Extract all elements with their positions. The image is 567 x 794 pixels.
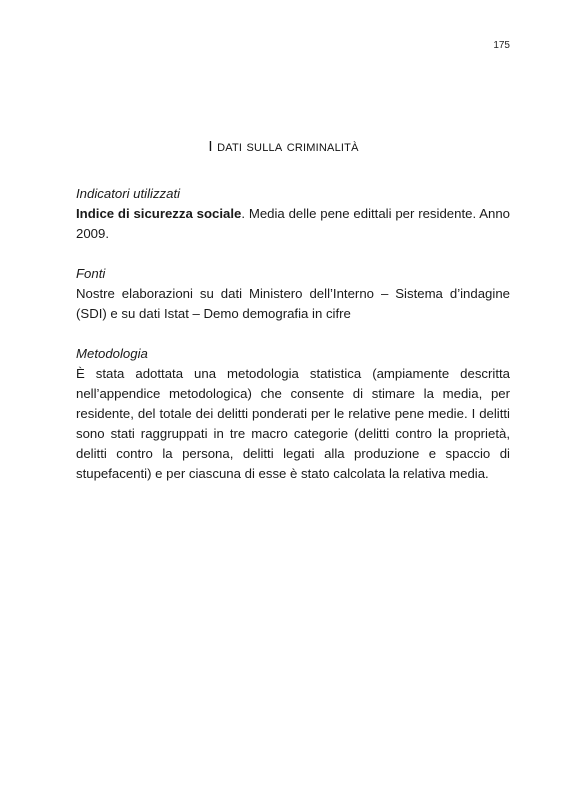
section-methodology [76, 344, 510, 484]
section-indicators [76, 184, 510, 244]
section-heading-sources: Fonti [76, 266, 106, 281]
section-heading-methodology: Metodologia [76, 346, 148, 361]
section-heading-indicators: Indicatori utilizzati [76, 186, 181, 201]
section-body-sources: Nostre elaborazioni su dati Ministero dell’Interno – Sistema d’indagine (SDI) e su dati Istat – Demo demografia in cifre [76, 286, 510, 321]
indicator-description: . Media delle pene edittali per residente. Anno 2009. [76, 206, 511, 241]
page-title: I dati sulla criminalità [208, 138, 359, 155]
section-body-methodology: È stata adottata una metodologia statistica (ampiamente descritta nell’appendice metodologica) che consente di stimare la media, per residente, del totale dei delitti ponderati per le relative pene medie. I delitti sono stati raggruppati in tre macro categorie (delitti contro la proprietà, delitti contro la persona, delitti legati alla produzione e spaccio di stupefacenti) e per ciascuna di esse è stato calcolata la relativa media. [76, 366, 510, 481]
page-number: 175 [493, 40, 510, 51]
section-sources [76, 264, 510, 324]
document-body [76, 184, 510, 504]
indicator-term: Indice di sicurezza sociale [76, 206, 242, 221]
section-body-indicators [76, 204, 510, 244]
